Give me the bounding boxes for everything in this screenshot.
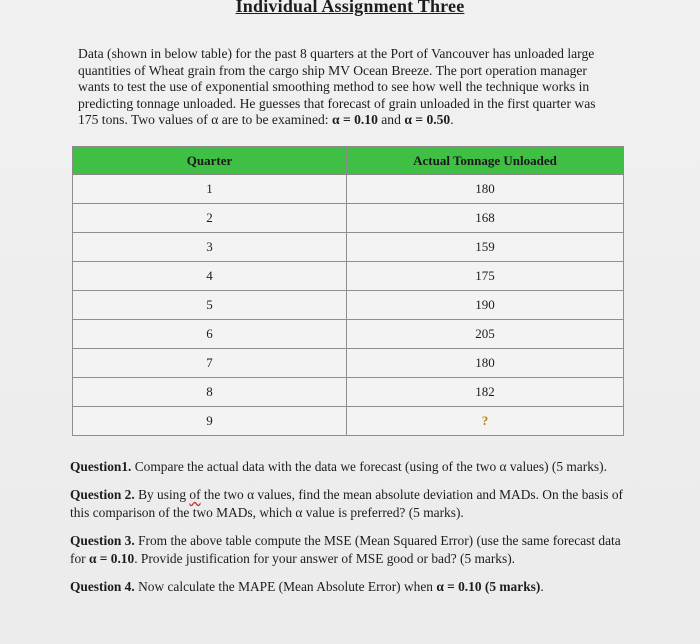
table-row [73,320,624,349]
quarter-cell: 6 [73,320,347,349]
table-row [73,349,624,378]
question-3 [70,532,630,568]
table-header-row [73,147,624,175]
header-tonnage: Actual Tonnage Unloaded [347,147,624,175]
quarter-cell: 5 [73,291,347,320]
table-row [73,262,624,291]
header-quarter: Quarter [73,147,347,175]
table-row [73,175,624,204]
quarter-cell: 7 [73,349,347,378]
forecast-unknown-cell: ? [347,407,624,436]
quarter-cell: 9 [73,407,347,436]
table-row [73,291,624,320]
question-3-text-b: . Provide justification for your answer of MSE good or bad? (5 marks). [134,551,516,566]
quarter-cell: 8 [73,378,347,407]
question-3-text-a: From the above table compute the MSE (Mean Squared Error) (use the same forecast data for [70,533,621,566]
intro-end: . [450,112,454,127]
question-3-label: Question 3. [70,533,135,548]
alpha-value-2: α = 0.50 [404,112,451,127]
tonnage-cell: 180 [347,175,624,204]
tonnage-cell: 159 [347,233,624,262]
page-title: Individual Assignment Three [235,0,465,16]
question-2-text-b: the two α values, find the mean absolute deviation and MADs. On the basis of this comparison of the two MADs, which α value is preferred? (5 marks). [70,487,623,520]
question-1-text: Compare the actual data with the data we forecast (using of the two α values) (5 marks). [131,459,607,474]
intro-and: and [377,112,405,127]
quarter-cell: 2 [73,204,347,233]
question-2-label: Question 2. [70,487,135,502]
table-row [73,378,624,407]
question-4-text-a: Now calculate the MAPE (Mean Absolute Error) when [134,579,437,594]
tonnage-cell: 190 [347,291,624,320]
quarter-cell: 1 [73,175,347,204]
question-4-label: Question 4. [70,579,135,594]
question-3-alpha: α = 0.10 [88,551,135,566]
table-row [73,407,624,436]
tonnage-cell: 168 [347,204,624,233]
question-2 [70,486,630,522]
intro-text: Data (shown in below table) for the past 8 quarters at the Port of Vancouver has unloaded large quantities of Wheat grain from the cargo ship MV Ocean Breeze. The port operation manager wants to test the use of exponential smoothing method to see how well the technique works in predicting tonnage unloaded. He guesses that forecast of grain unloaded in the first quarter was 175 tons. Two values of α are to be examined: [78,46,596,127]
tonnage-cell: 182 [347,378,624,407]
intro-paragraph [78,46,618,129]
quarter-cell: 4 [73,262,347,291]
tonnage-cell: 205 [347,320,624,349]
question-1-label: Question1. [70,459,132,474]
question-2-text-a: By using [134,487,190,502]
quarter-cell: 3 [73,233,347,262]
tonnage-cell: 180 [347,349,624,378]
tonnage-cell: 175 [347,262,624,291]
tonnage-table [72,146,624,436]
questions-section [70,458,630,606]
question-4-end: . [540,579,544,594]
table-row [73,233,624,262]
alpha-value-1: α = 0.10 [331,112,378,127]
spellcheck-word: of [189,487,201,502]
question-1 [70,458,630,476]
table-row [73,204,624,233]
question-4 [70,578,630,596]
question-4-alpha: α = 0.10 (5 marks) [436,579,541,594]
